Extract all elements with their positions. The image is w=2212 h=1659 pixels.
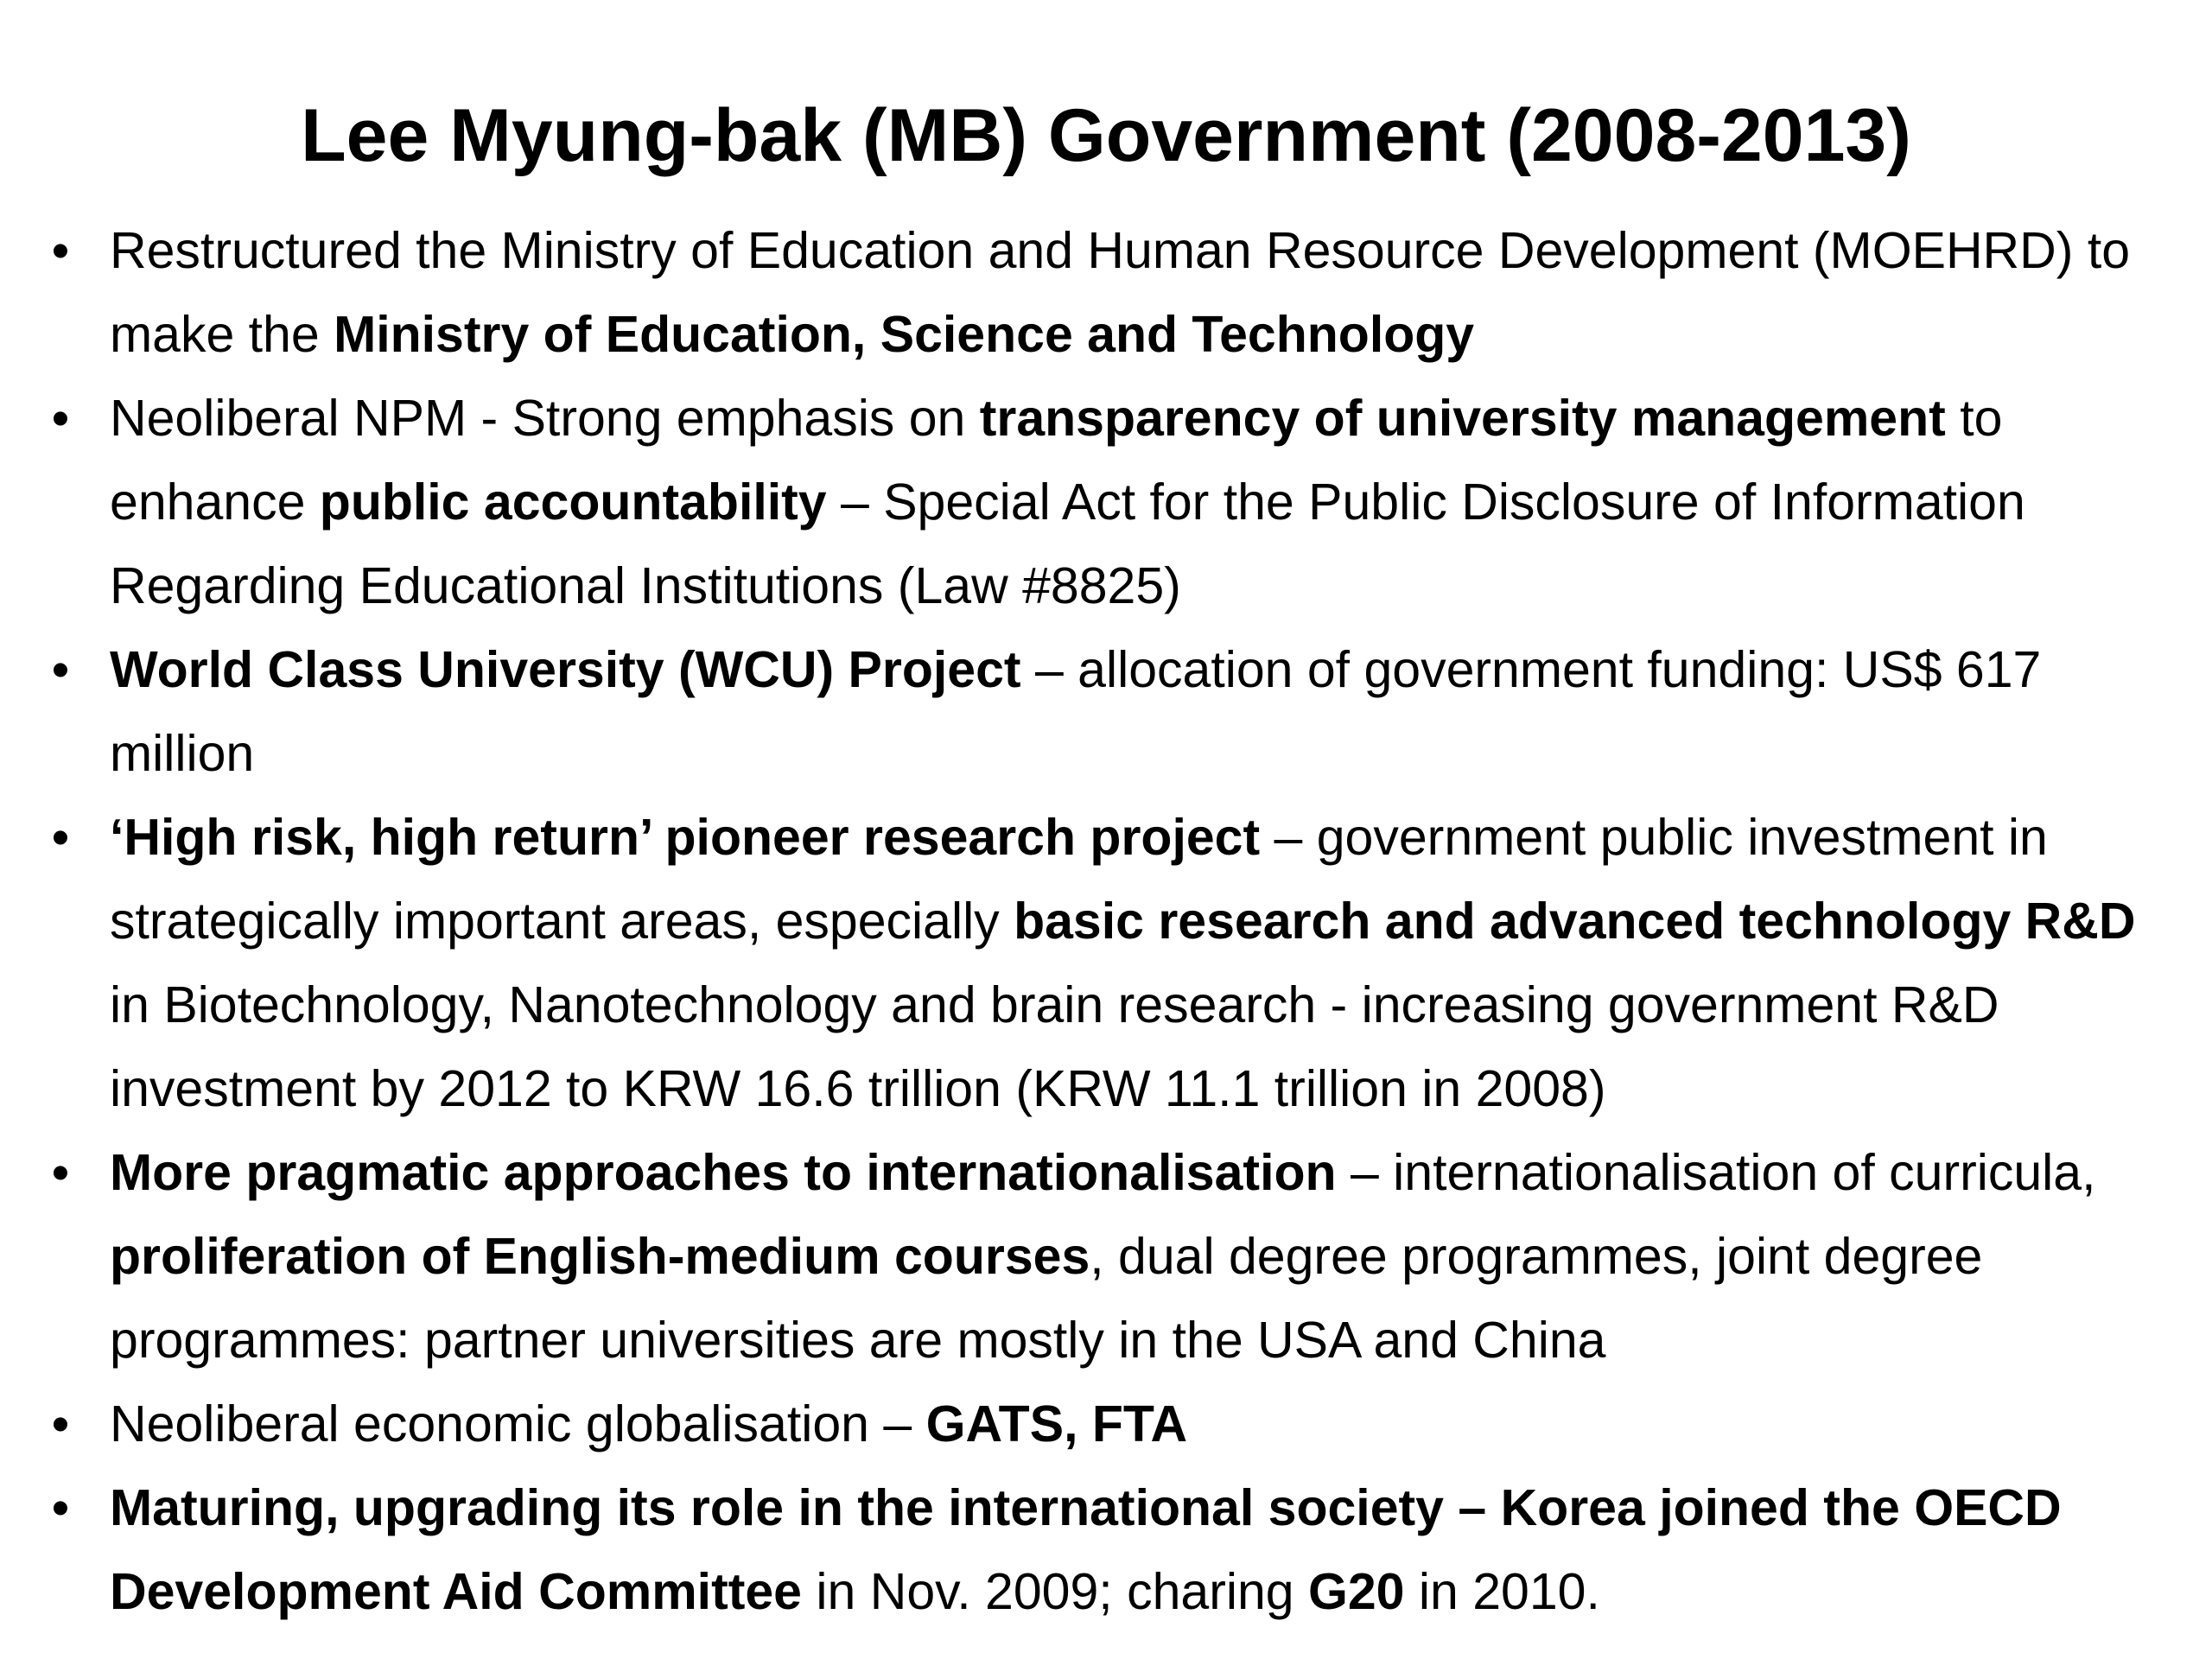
- text-run: – government public investment in strategically important areas, especially: [110, 809, 2048, 950]
- bullet-text: [110, 1479, 2062, 1620]
- bold-text-run: G20: [1307, 1563, 1405, 1620]
- bullet-text: [110, 390, 2025, 614]
- text-run: to enhance: [110, 390, 2003, 531]
- bold-text-run: ‘High risk, high return’ pioneer research project: [110, 809, 1261, 866]
- bullet-marker: •: [51, 1479, 70, 1536]
- bold-text-run: More pragmatic approaches to internationalisation: [110, 1144, 1337, 1201]
- bullet-text: [110, 641, 2041, 782]
- bullet-item: [51, 628, 2166, 796]
- slide-title: Lee Myung-bak (MB) Government (2008-2013): [301, 93, 1911, 177]
- bullet-item: [51, 1466, 2166, 1634]
- bullet-item: [51, 1131, 2166, 1382]
- bold-text-run: Ministry of Education, Science and Technology: [334, 306, 1475, 363]
- text-run: – allocation of government funding: US$ 617 million: [110, 641, 2042, 782]
- bullet-marker: •: [51, 1144, 70, 1201]
- bullet-item: [51, 377, 2166, 628]
- bullet-item: [51, 796, 2166, 1131]
- text-run: Restructured the Ministry of Education and Human Resource Development (MOEHRD) to make the: [110, 222, 2131, 363]
- bold-text-run: transparency of university management: [979, 390, 1946, 447]
- bullet-item: [51, 1382, 2166, 1466]
- bullet-text: [110, 809, 2136, 1117]
- text-run: Neoliberal NPM - Strong emphasis on: [110, 390, 980, 447]
- bold-text-run: public accountability: [319, 474, 827, 531]
- bullet-text: [110, 1395, 1187, 1452]
- bold-text-run: proliferation of English-medium courses: [110, 1228, 1090, 1285]
- bold-text-run: GATS, FTA: [925, 1395, 1188, 1452]
- text-run: – internationalisation of curricula,: [1336, 1144, 2096, 1201]
- bullet-marker: •: [51, 809, 70, 866]
- text-run: Neoliberal economic globalisation –: [110, 1395, 926, 1452]
- bullet-text: [110, 222, 2130, 363]
- text-run: , dual degree programmes, joint degree programmes: partner universities are mostly in the USA and China: [110, 1228, 1983, 1369]
- bullet-text: [110, 1144, 2095, 1369]
- text-run: in Nov. 2009; charing: [802, 1563, 1308, 1620]
- text-run: – Special Act for the Public Disclosure of Information Regarding Educational Institutions (Law #8825): [110, 474, 2025, 614]
- bullet-marker: •: [51, 1395, 70, 1452]
- bullet-item: [51, 209, 2166, 377]
- bold-text-run: World Class University (WCU) Project: [110, 641, 1021, 698]
- bullet-marker: •: [51, 641, 70, 698]
- bullet-marker: •: [51, 222, 70, 279]
- text-run: in Biotechnology, Nanotechnology and brain research - increasing government R&D investment by 2012 to KRW 16.6 trillion (KRW 11.1 trillion in 2008): [110, 976, 1999, 1117]
- bullet-marker: •: [51, 390, 70, 447]
- text-run: in 2010.: [1404, 1563, 1600, 1620]
- bold-text-run: basic research and advanced technology R&D: [1014, 893, 2136, 950]
- bold-text-run: Maturing, upgrading its role in the international society – Korea joined the OECD Development Aid Committee: [110, 1479, 2062, 1620]
- bullet-list: [51, 209, 2166, 1634]
